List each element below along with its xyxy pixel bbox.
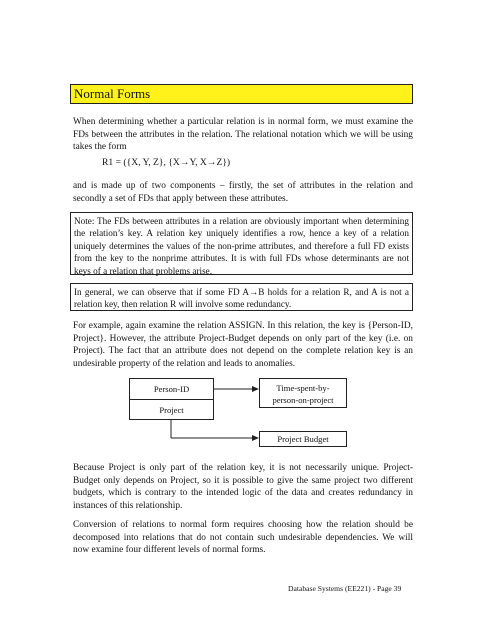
time-spent-line-1: Time-spent-by-: [276, 383, 330, 393]
components-paragraph: and is made up of two components – firstly, the set of attributes in the relation and secondly a set of FDs that apply between these attributes.: [73, 181, 413, 204]
general-observation-text: In general, we can observe that if some FD A→B holds for a relation R, and A is not a relation key, then relation R will involve some redundancy.: [74, 287, 409, 310]
relation-formula: R1 = ({X, Y, Z}, {X→Y, X→Z}): [102, 157, 231, 168]
project-attribute: Project: [159, 405, 184, 415]
project-budget-label: Project Budget: [277, 434, 329, 444]
arrow-head-time-spent: [252, 386, 259, 392]
because-paragraph: Because Project is only part of the relation key, it is not necessarily unique. Project-Budget only depends on Project, so it is possible to give the same project two different budgets, which is contrary to the intended logic of the data and creates redundancy in instances of this relationship.: [73, 463, 413, 511]
time-spent-attribute: [259, 378, 347, 408]
person-id-attribute: Person-ID: [130, 379, 213, 400]
time-spent-line-2: person-on-project: [272, 395, 334, 405]
note-text: Note: The FDs between attributes in a relation are obviously important when determining the relation’s key. A relation key uniquely identifies a row, hence a key of a relation uniquely determines the values of the non-prime attributes, and therefore a full FD exists from the key to the nonprime attributes. It is with full FDs whose determinants are not keys of a relation that problems arise.: [74, 216, 409, 276]
section-title: Normal Forms: [74, 86, 151, 101]
example-paragraph: For example, again examine the relation ASSIGN. In this relation, the key is {Person-ID, Project}. However, the attribute Project-Budget depends on only part of the key (i.e. on Project). The fact that an attribute does not depend on the complete relation key is an undesirable property of the relation and leads to anomalies.: [73, 321, 413, 369]
page-footer: Database Systems (EE221) - Page 39: [288, 584, 402, 593]
conversion-paragraph: Conversion of relations to normal form requires choosing how the relation should be decomposed into relations that do not contain such undesirable dependencies. We will now examine four different levels of normal forms.: [73, 520, 413, 556]
arrow-head-project-budget: [252, 435, 259, 441]
key-group-box: [129, 378, 214, 420]
intro-paragraph: When determining whether a particular relation is in normal form, we must examine the FDs between the attributes in the relation. The relational notation which we will be using takes the form: [73, 117, 413, 153]
project-budget-attribute: [259, 431, 347, 447]
